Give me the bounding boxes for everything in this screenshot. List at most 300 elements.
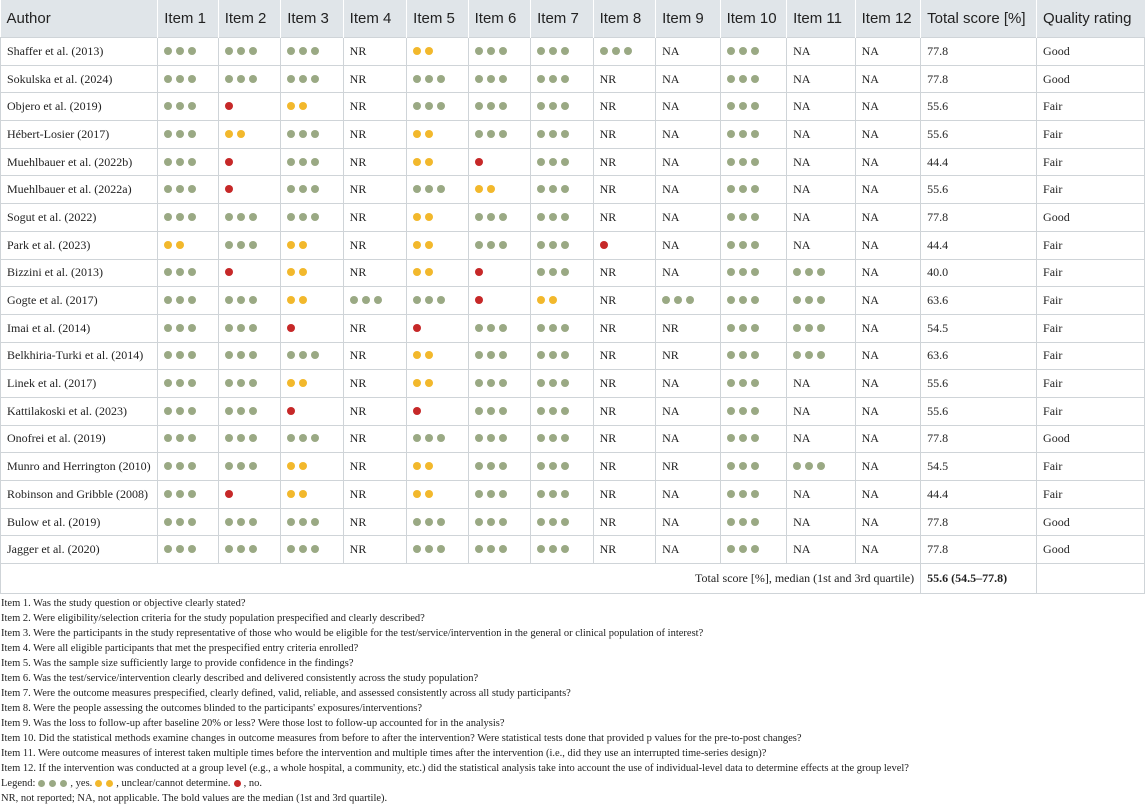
yes-dot: [739, 213, 747, 221]
yes-dot: [537, 102, 545, 110]
item-1-cell: [158, 397, 218, 425]
yes-rating-dots: [413, 518, 445, 526]
item-12-cell: NA: [855, 425, 921, 453]
item-6-cell: [468, 536, 530, 564]
yes-rating-dots: [164, 102, 196, 110]
unclear-dot: [287, 241, 295, 249]
unclear-dot: [287, 268, 295, 276]
item-9-cell: NA: [656, 259, 721, 287]
no-dot: [225, 185, 233, 193]
yes-dot: [805, 351, 813, 359]
yes-dot: [793, 324, 801, 332]
yes-dot: [311, 213, 319, 221]
unclear-rating-dots: [413, 268, 433, 276]
item-11-cell: NA: [787, 508, 856, 536]
item-3-cell: [281, 176, 343, 204]
table-row: [1, 38, 1145, 66]
quality-rating-cell: Fair: [1037, 176, 1145, 204]
yes-dot: [225, 351, 233, 359]
yes-dot: [751, 434, 759, 442]
yes-rating-dots: [537, 324, 569, 332]
no-rating-dot: [413, 324, 421, 332]
yes-rating-dots: [164, 407, 196, 415]
yes-dot: [164, 379, 172, 387]
item-3-cell: [281, 397, 343, 425]
yes-dot: [727, 545, 735, 553]
yes-dot: [475, 213, 483, 221]
yes-dot: [249, 47, 257, 55]
item-12-cell: NA: [855, 93, 921, 121]
yes-dot: [805, 324, 813, 332]
unclear-dot: [164, 241, 172, 249]
unclear-rating-dots: [287, 379, 307, 387]
yes-dot: [225, 47, 233, 55]
quality-rating-cell: Good: [1037, 508, 1145, 536]
item-11-cell: NA: [787, 231, 856, 259]
item-10-cell: [720, 425, 787, 453]
item-1-cell: [158, 38, 218, 66]
yes-rating-dots: [225, 47, 257, 55]
yes-rating-dots: [164, 379, 196, 387]
yes-rating-dots: [537, 462, 569, 470]
yes-rating-dots: [537, 75, 569, 83]
item-10-cell: [720, 231, 787, 259]
item-9-cell: NA: [656, 93, 721, 121]
item-8-cell: NR: [593, 508, 655, 536]
yes-dot: [739, 268, 747, 276]
yes-dot: [487, 75, 495, 83]
item-7-cell: [531, 121, 593, 149]
quality-rating-cell: Fair: [1037, 314, 1145, 342]
yes-dot: [487, 379, 495, 387]
yes-dot: [561, 130, 569, 138]
summary-median-value: 55.6 (54.5–77.8): [921, 564, 1037, 594]
yes-rating-dots: [225, 518, 257, 526]
unclear-dot: [287, 379, 295, 387]
yes-rating-dots: [727, 379, 759, 387]
table-row: [1, 481, 1145, 509]
item-9-cell: NA: [656, 38, 721, 66]
unclear-rating-dots: [225, 130, 245, 138]
yes-dot: [561, 434, 569, 442]
item-3-cell: [281, 204, 343, 232]
table-notes: [0, 594, 1145, 806]
item-4-cell: NR: [343, 536, 406, 564]
yes-dot: [751, 130, 759, 138]
yes-dot: [237, 379, 245, 387]
unclear-rating-dots: [287, 268, 307, 276]
unclear-dot: [299, 379, 307, 387]
yes-dot: [374, 296, 382, 304]
yes-dot: [437, 185, 445, 193]
yes-dot: [727, 102, 735, 110]
item-4-cell: NR: [343, 370, 406, 398]
yes-rating-dots: [537, 545, 569, 553]
no-rating-dot: [413, 407, 421, 415]
item-4-cell: NR: [343, 342, 406, 370]
total-score-cell: 55.6: [921, 121, 1037, 149]
unclear-dot: [413, 351, 421, 359]
yes-dot: [225, 434, 233, 442]
yes-rating-dots: [164, 268, 196, 276]
yes-dot: [176, 545, 184, 553]
item-6-cell: [468, 65, 530, 93]
unclear-dot: [425, 130, 433, 138]
yes-dot: [176, 490, 184, 498]
item-9-cell: NA: [656, 148, 721, 176]
yes-dot: [237, 241, 245, 249]
yes-dot: [475, 75, 483, 83]
item-4-cell: NR: [343, 121, 406, 149]
yes-dot: [793, 268, 801, 276]
item-1-cell: [158, 259, 218, 287]
yes-rating-dots: [475, 241, 507, 249]
yes-rating-dots: [727, 241, 759, 249]
yes-dot: [727, 379, 735, 387]
yes-rating-dots: [164, 462, 196, 470]
unclear-dot: [299, 296, 307, 304]
yes-dot: [549, 490, 557, 498]
unclear-dot: [425, 158, 433, 166]
yes-rating-dots: [537, 185, 569, 193]
quality-rating-cell: Fair: [1037, 121, 1145, 149]
yes-rating-dots: [225, 351, 257, 359]
table-row: [1, 536, 1145, 564]
item-8-cell: NR: [593, 314, 655, 342]
unclear-dot: [299, 268, 307, 276]
item-12-cell: NA: [855, 121, 921, 149]
unclear-dot: [475, 185, 483, 193]
yes-dot: [164, 296, 172, 304]
yes-dot: [425, 75, 433, 83]
author-cell: Belkhiria-Turki et al. (2014): [1, 342, 158, 370]
yes-dot: [311, 75, 319, 83]
yes-dot: [549, 213, 557, 221]
author-cell: Munro and Herrington (2010): [1, 453, 158, 481]
unclear-dot: [425, 47, 433, 55]
item-2-cell: [218, 425, 280, 453]
yes-rating-dots: [727, 324, 759, 332]
yes-rating-dots: [537, 379, 569, 387]
yes-dot: [549, 545, 557, 553]
yes-dot: [311, 545, 319, 553]
yes-dot: [164, 185, 172, 193]
yes-rating-dots: [287, 434, 319, 442]
yes-dot: [537, 545, 545, 553]
yes-dot: [299, 158, 307, 166]
total-score-cell: 77.8: [921, 204, 1037, 232]
yes-dot: [561, 490, 569, 498]
item-10-cell: [720, 287, 787, 315]
column-header: Item 4: [343, 0, 406, 38]
yes-dot: [793, 351, 801, 359]
quality-rating-cell: Fair: [1037, 370, 1145, 398]
yes-rating-dots: [413, 545, 445, 553]
yes-dot: [225, 75, 233, 83]
unclear-dot: [425, 213, 433, 221]
yes-dot: [249, 379, 257, 387]
yes-dot: [311, 434, 319, 442]
table-row: [1, 453, 1145, 481]
item-8-cell: NR: [593, 121, 655, 149]
yes-dot: [727, 47, 735, 55]
item-11-cell: [787, 453, 856, 481]
yes-rating-dots: [287, 47, 319, 55]
total-score-cell: 54.5: [921, 453, 1037, 481]
item-definition: Item 10. Did the statistical methods examine changes in outcome measures from before to after the intervention? Were statistical tests done that provided p values for the pre-to-post changes?: [1, 733, 802, 745]
yes-dot: [751, 545, 759, 553]
yes-rating-dots: [164, 47, 196, 55]
yes-dot: [549, 351, 557, 359]
yes-dot: [249, 296, 257, 304]
yes-dot: [751, 158, 759, 166]
yes-rating-dots: [727, 213, 759, 221]
yes-rating-dots: [475, 379, 507, 387]
item-11-cell: [787, 287, 856, 315]
yes-dot: [561, 47, 569, 55]
yes-rating-dots: [727, 545, 759, 553]
yes-dot: [311, 130, 319, 138]
total-score-cell: 77.8: [921, 425, 1037, 453]
unclear-dot: [413, 462, 421, 470]
yes-dot: [299, 75, 307, 83]
item-7-cell: [531, 231, 593, 259]
author-cell: Sokulska et al. (2024): [1, 65, 158, 93]
yes-dot: [311, 185, 319, 193]
item-8-cell: NR: [593, 342, 655, 370]
yes-rating-dots: [287, 130, 319, 138]
yes-rating-dots: [727, 130, 759, 138]
item-3-cell: [281, 342, 343, 370]
yes-dot: [499, 462, 507, 470]
item-8-cell: NR: [593, 536, 655, 564]
quality-rating-cell: Fair: [1037, 93, 1145, 121]
item-9-cell: NA: [656, 425, 721, 453]
yes-rating-dots: [727, 296, 759, 304]
item-11-cell: NA: [787, 38, 856, 66]
yes-dot: [727, 518, 735, 526]
yes-rating-dots: [727, 75, 759, 83]
yes-rating-dots: [537, 47, 569, 55]
yes-rating-dots: [413, 434, 445, 442]
yes-dot: [299, 130, 307, 138]
yes-dot: [751, 379, 759, 387]
table-row: [1, 121, 1145, 149]
item-4-cell: NR: [343, 481, 406, 509]
item-9-cell: NA: [656, 481, 721, 509]
yes-dot: [475, 434, 483, 442]
no-rating-dot: [600, 241, 608, 249]
yes-dot: [499, 379, 507, 387]
table-row: [1, 287, 1145, 315]
yes-dot: [164, 490, 172, 498]
yes-dot: [437, 75, 445, 83]
yes-rating-dots: [350, 296, 382, 304]
table-row: [1, 342, 1145, 370]
yes-dot: [549, 47, 557, 55]
item-7-cell: [531, 536, 593, 564]
yes-dot: [237, 462, 245, 470]
quality-rating-cell: Good: [1037, 38, 1145, 66]
yes-dot: [487, 407, 495, 415]
item-4-cell: NR: [343, 508, 406, 536]
yes-dot: [739, 407, 747, 415]
total-score-cell: 40.0: [921, 259, 1037, 287]
yes-rating-dots: [225, 379, 257, 387]
column-header: Item 8: [593, 0, 655, 38]
unclear-dot: [549, 296, 557, 304]
unclear-dot: [106, 780, 113, 787]
yes-dot: [188, 518, 196, 526]
yes-dot: [475, 407, 483, 415]
yes-dot: [188, 268, 196, 276]
unclear-rating-dots: [413, 213, 433, 221]
yes-dot: [727, 75, 735, 83]
yes-dot: [793, 296, 801, 304]
yes-dot: [751, 213, 759, 221]
item-8-cell: NR: [593, 425, 655, 453]
yes-dot: [164, 351, 172, 359]
author-cell: Linek et al. (2017): [1, 370, 158, 398]
yes-dot: [475, 324, 483, 332]
yes-dot: [739, 75, 747, 83]
yes-dot: [188, 462, 196, 470]
yes-dot: [751, 407, 759, 415]
yes-rating-dots: [727, 158, 759, 166]
item-definition: Item 9. Was the loss to follow-up after baseline 20% or less? Were those lost to follow-up accounted for in the analysis?: [1, 718, 505, 730]
yes-rating-dots: [287, 75, 319, 83]
yes-dot: [425, 545, 433, 553]
yes-dot: [299, 545, 307, 553]
unclear-rating-dots: [287, 296, 307, 304]
yes-dot: [311, 158, 319, 166]
yes-dot: [188, 158, 196, 166]
unclear-dot: [287, 296, 295, 304]
item-1-cell: [158, 370, 218, 398]
yes-dot: [176, 407, 184, 415]
yes-dot: [225, 407, 233, 415]
item-12-cell: NA: [855, 148, 921, 176]
item-1-cell: [158, 176, 218, 204]
yes-rating-dots: [225, 241, 257, 249]
table-row: [1, 259, 1145, 287]
table-row: [1, 204, 1145, 232]
item-9-cell: NA: [656, 176, 721, 204]
item-10-cell: [720, 38, 787, 66]
yes-dot: [188, 407, 196, 415]
quality-rating-cell: Fair: [1037, 397, 1145, 425]
yes-rating-dots: [537, 268, 569, 276]
yes-dot: [751, 185, 759, 193]
author-cell: Robinson and Gribble (2008): [1, 481, 158, 509]
yes-rating-dots: [475, 75, 507, 83]
item-7-cell: [531, 38, 593, 66]
yes-dot: [561, 462, 569, 470]
item-7-cell: [531, 287, 593, 315]
yes-dot: [176, 268, 184, 276]
column-header: Quality rating: [1037, 0, 1145, 38]
yes-rating-dots: [537, 490, 569, 498]
item-5-cell: [407, 481, 468, 509]
yes-dot: [299, 213, 307, 221]
yes-dot: [225, 241, 233, 249]
yes-dot: [164, 102, 172, 110]
yes-dot: [237, 351, 245, 359]
yes-dot: [176, 324, 184, 332]
item-12-cell: NA: [855, 314, 921, 342]
yes-dot: [249, 324, 257, 332]
author-cell: Hébert-Losier (2017): [1, 121, 158, 149]
yes-dot: [188, 130, 196, 138]
yes-rating-dots: [793, 462, 825, 470]
column-header: Item 3: [281, 0, 343, 38]
yes-rating-dots: [475, 490, 507, 498]
yes-dot: [499, 434, 507, 442]
item-7-cell: [531, 204, 593, 232]
item-5-cell: [407, 65, 468, 93]
yes-dot: [475, 462, 483, 470]
yes-dot: [475, 102, 483, 110]
unclear-dot: [413, 241, 421, 249]
quality-rating-cell: Fair: [1037, 287, 1145, 315]
item-11-cell: NA: [787, 65, 856, 93]
yes-dot: [487, 241, 495, 249]
unclear-dot: [287, 490, 295, 498]
column-header: Item 11: [787, 0, 856, 38]
item-8-cell: NR: [593, 397, 655, 425]
yes-dot: [475, 130, 483, 138]
item-1-cell: [158, 287, 218, 315]
yes-dot: [624, 47, 632, 55]
item-3-cell: [281, 259, 343, 287]
item-11-cell: NA: [787, 536, 856, 564]
item-8-cell: [593, 38, 655, 66]
item-4-cell: NR: [343, 425, 406, 453]
item-12-cell: NA: [855, 481, 921, 509]
item-definition: Item 12. If the intervention was conducted at a group level (e.g., a whole hospital, a community, etc.) did the statistical analysis take into account the use of individual-level data to determine effects at the group level?: [1, 763, 909, 775]
yes-dot: [299, 351, 307, 359]
yes-rating-dots: [287, 351, 319, 359]
author-cell: Bulow et al. (2019): [1, 508, 158, 536]
unclear-rating-dots: [413, 158, 433, 166]
yes-dot: [727, 268, 735, 276]
yes-dot: [537, 518, 545, 526]
yes-dot: [537, 213, 545, 221]
item-9-cell: NA: [656, 370, 721, 398]
item-2-cell: [218, 65, 280, 93]
yes-dot: [413, 434, 421, 442]
quality-rating-cell: Fair: [1037, 481, 1145, 509]
item-4-cell: NR: [343, 65, 406, 93]
item-12-cell: NA: [855, 259, 921, 287]
item-9-cell: NA: [656, 65, 721, 93]
no-rating-dot: [287, 407, 295, 415]
no-dot: [287, 324, 295, 332]
item-7-cell: [531, 176, 593, 204]
item-8-cell: NR: [593, 148, 655, 176]
yes-dot: [176, 462, 184, 470]
unclear-dot: [299, 490, 307, 498]
item-12-cell: NA: [855, 342, 921, 370]
yes-rating-dots: [793, 351, 825, 359]
unclear-dot: [225, 130, 233, 138]
yes-dot: [561, 268, 569, 276]
item-1-cell: [158, 314, 218, 342]
unclear-dot: [425, 241, 433, 249]
summary-label: Total score [%], median (1st and 3rd quartile): [1, 564, 921, 594]
table-row: [1, 314, 1145, 342]
item-7-cell: [531, 370, 593, 398]
